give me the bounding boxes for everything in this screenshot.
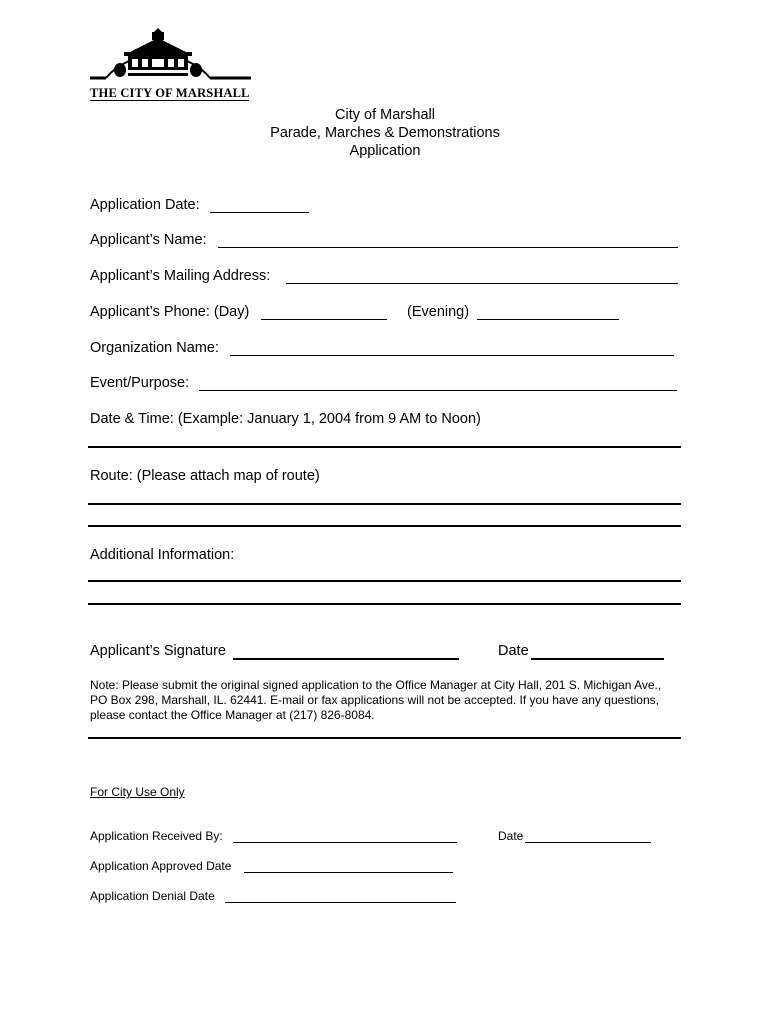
denial-date-field[interactable] bbox=[225, 889, 456, 903]
applicant-name-field[interactable] bbox=[218, 232, 678, 248]
application-date-label: Application Date: bbox=[90, 197, 200, 213]
approved-date-field[interactable] bbox=[244, 859, 453, 873]
phone-day-field[interactable] bbox=[261, 304, 387, 320]
additional-info-line-1[interactable] bbox=[88, 580, 681, 582]
phone-evening-field[interactable] bbox=[477, 304, 619, 320]
header-city: City of Marshall bbox=[335, 107, 435, 123]
courthouse-emblem-icon bbox=[88, 26, 254, 88]
mailing-address-label: Applicant’s Mailing Address: bbox=[90, 268, 271, 284]
mailing-address-field[interactable] bbox=[286, 268, 678, 284]
approved-date-label: Application Approved Date bbox=[90, 859, 232, 873]
application-date-field[interactable] bbox=[210, 197, 309, 213]
denial-date-label: Application Denial Date bbox=[90, 889, 215, 903]
additional-info-label: Additional Information: bbox=[90, 547, 235, 563]
signature-field[interactable] bbox=[233, 643, 459, 660]
additional-info-line-2[interactable] bbox=[88, 603, 681, 605]
received-by-field[interactable] bbox=[233, 829, 457, 843]
received-date-field[interactable] bbox=[525, 829, 651, 843]
header-form-name: Parade, Marches & Demonstrations bbox=[270, 125, 500, 141]
date-time-label: Date & Time: (Example: January 1, 2004 from 9 AM to Noon) bbox=[90, 411, 481, 427]
received-by-label: Application Received By: bbox=[90, 829, 223, 843]
city-logo-name: THE CITY OF MARSHALL bbox=[90, 86, 250, 100]
event-purpose-label: Event/Purpose: bbox=[90, 375, 190, 391]
city-logo bbox=[88, 26, 254, 102]
signature-date-label: Date bbox=[498, 643, 529, 659]
date-time-line[interactable] bbox=[88, 446, 681, 448]
route-line-2[interactable] bbox=[88, 525, 681, 527]
event-purpose-field[interactable] bbox=[199, 375, 677, 391]
header-application: Application bbox=[349, 143, 421, 159]
received-date-label: Date bbox=[498, 829, 524, 843]
organization-field[interactable] bbox=[230, 340, 674, 356]
phone-evening-label: (Evening) bbox=[407, 304, 470, 320]
signature-date-field[interactable] bbox=[531, 643, 664, 660]
phone-day-label: Applicant’s Phone: (Day) bbox=[90, 304, 250, 320]
submission-note: Note: Please submit the original signed application to the Office Manager at City Hall, 201 S. Michigan Ave., PO Box 298, Marshall, IL. 62441. E-mail or fax applications will not be accepted. If you have any questions, please contact the Office Manager at (217) 826-8084. bbox=[90, 678, 662, 722]
city-use-heading: For City Use Only bbox=[90, 785, 185, 799]
note-divider bbox=[88, 737, 681, 739]
organization-label: Organization Name: bbox=[90, 340, 219, 356]
route-line-1[interactable] bbox=[88, 503, 681, 505]
signature-label: Applicant’s Signature bbox=[90, 643, 226, 659]
applicant-name-label: Applicant’s Name: bbox=[90, 232, 207, 248]
logo-underline bbox=[90, 100, 249, 101]
route-label: Route: (Please attach map of route) bbox=[90, 468, 320, 484]
